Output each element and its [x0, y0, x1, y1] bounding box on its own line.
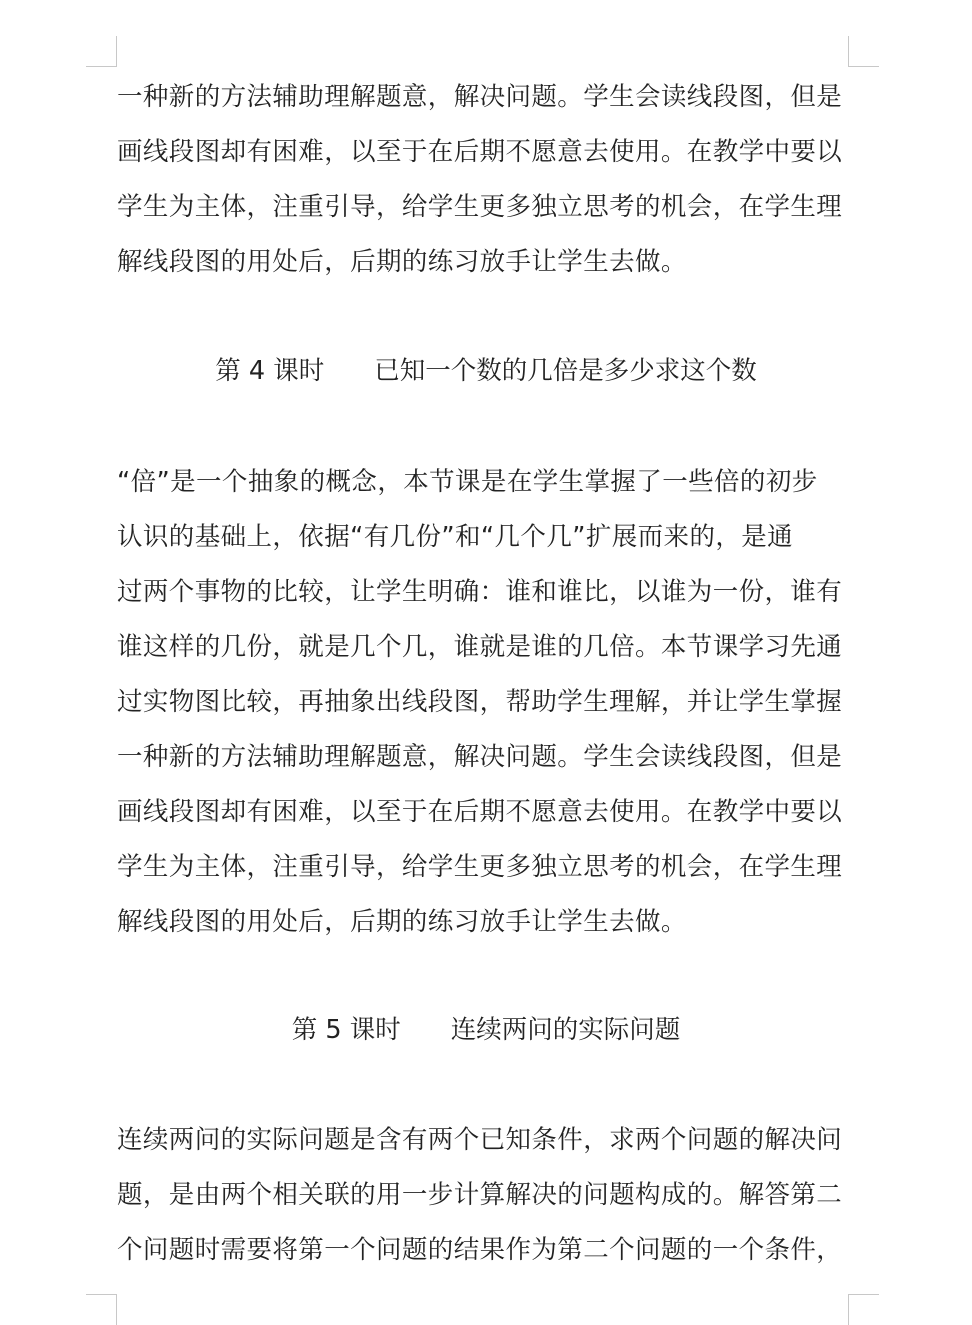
text-line: 题，是由两个相关联的用一步计算解决的问题构成的。解答第二: [117, 1180, 843, 1210]
lesson-4-number: 第 4 课时: [215, 356, 325, 386]
lesson-5-number: 第 5 课时: [291, 1015, 401, 1045]
page-corner-mark-bottom-left: [86, 1294, 117, 1325]
text-line: 一种新的方法辅助理解题意，解决问题。学生会读线段图，但是: [117, 742, 843, 772]
paragraph-continued: [117, 70, 852, 290]
page-corner-mark-top-right: [848, 36, 879, 67]
text-line: 过两个事物的比较，让学生明确：谁和谁比，以谁为一份，谁有: [117, 577, 843, 607]
text-line: 认识的基础上，依据“有几份”和“几个几”扩展而来的，是通: [117, 522, 794, 552]
text-line: 过实物图比较，再抽象出线段图，帮助学生理解，并让学生掌握: [117, 687, 843, 717]
lesson-4-heading: [0, 351, 972, 391]
text-line: 学生为主体，注重引导，给学生更多独立思考的机会，在学生理: [117, 192, 843, 222]
text-line: 个问题时需要将第一个问题的结果作为第二个问题的一个条件，: [117, 1235, 843, 1265]
page-corner-mark-bottom-right: [848, 1294, 879, 1325]
lesson-5-heading: [0, 1010, 972, 1050]
text-line: 解线段图的用处后，后期的练习放手让学生去做。: [117, 247, 687, 277]
text-line: 解线段图的用处后，后期的练习放手让学生去做。: [117, 907, 687, 937]
text-line: 画线段图却有困难，以至于在后期不愿意去使用。在教学中要以: [117, 797, 843, 827]
text-line: 谁这样的几份，就是几个几，谁就是谁的几倍。本节课学习先通: [117, 632, 843, 662]
text-line: “倍”是一个抽象的概念，本节课是在学生掌握了一些倍的初步: [117, 467, 818, 497]
lesson-5-paragraph: [117, 1113, 852, 1278]
page-corner-mark-top-left: [86, 36, 117, 67]
text-line: 一种新的方法辅助理解题意，解决问题。学生会读线段图，但是: [117, 82, 843, 112]
text-line: 画线段图却有困难，以至于在后期不愿意去使用。在教学中要以: [117, 137, 843, 167]
lesson-4-title: 已知一个数的几倍是多少求这个数: [374, 356, 757, 386]
text-line: 学生为主体，注重引导，给学生更多独立思考的机会，在学生理: [117, 852, 843, 882]
lesson-5-title: 连续两问的实际问题: [450, 1015, 681, 1045]
lesson-4-paragraph: [117, 455, 852, 950]
text-line: 连续两问的实际问题是含有两个已知条件，求两个问题的解决问: [117, 1125, 843, 1155]
